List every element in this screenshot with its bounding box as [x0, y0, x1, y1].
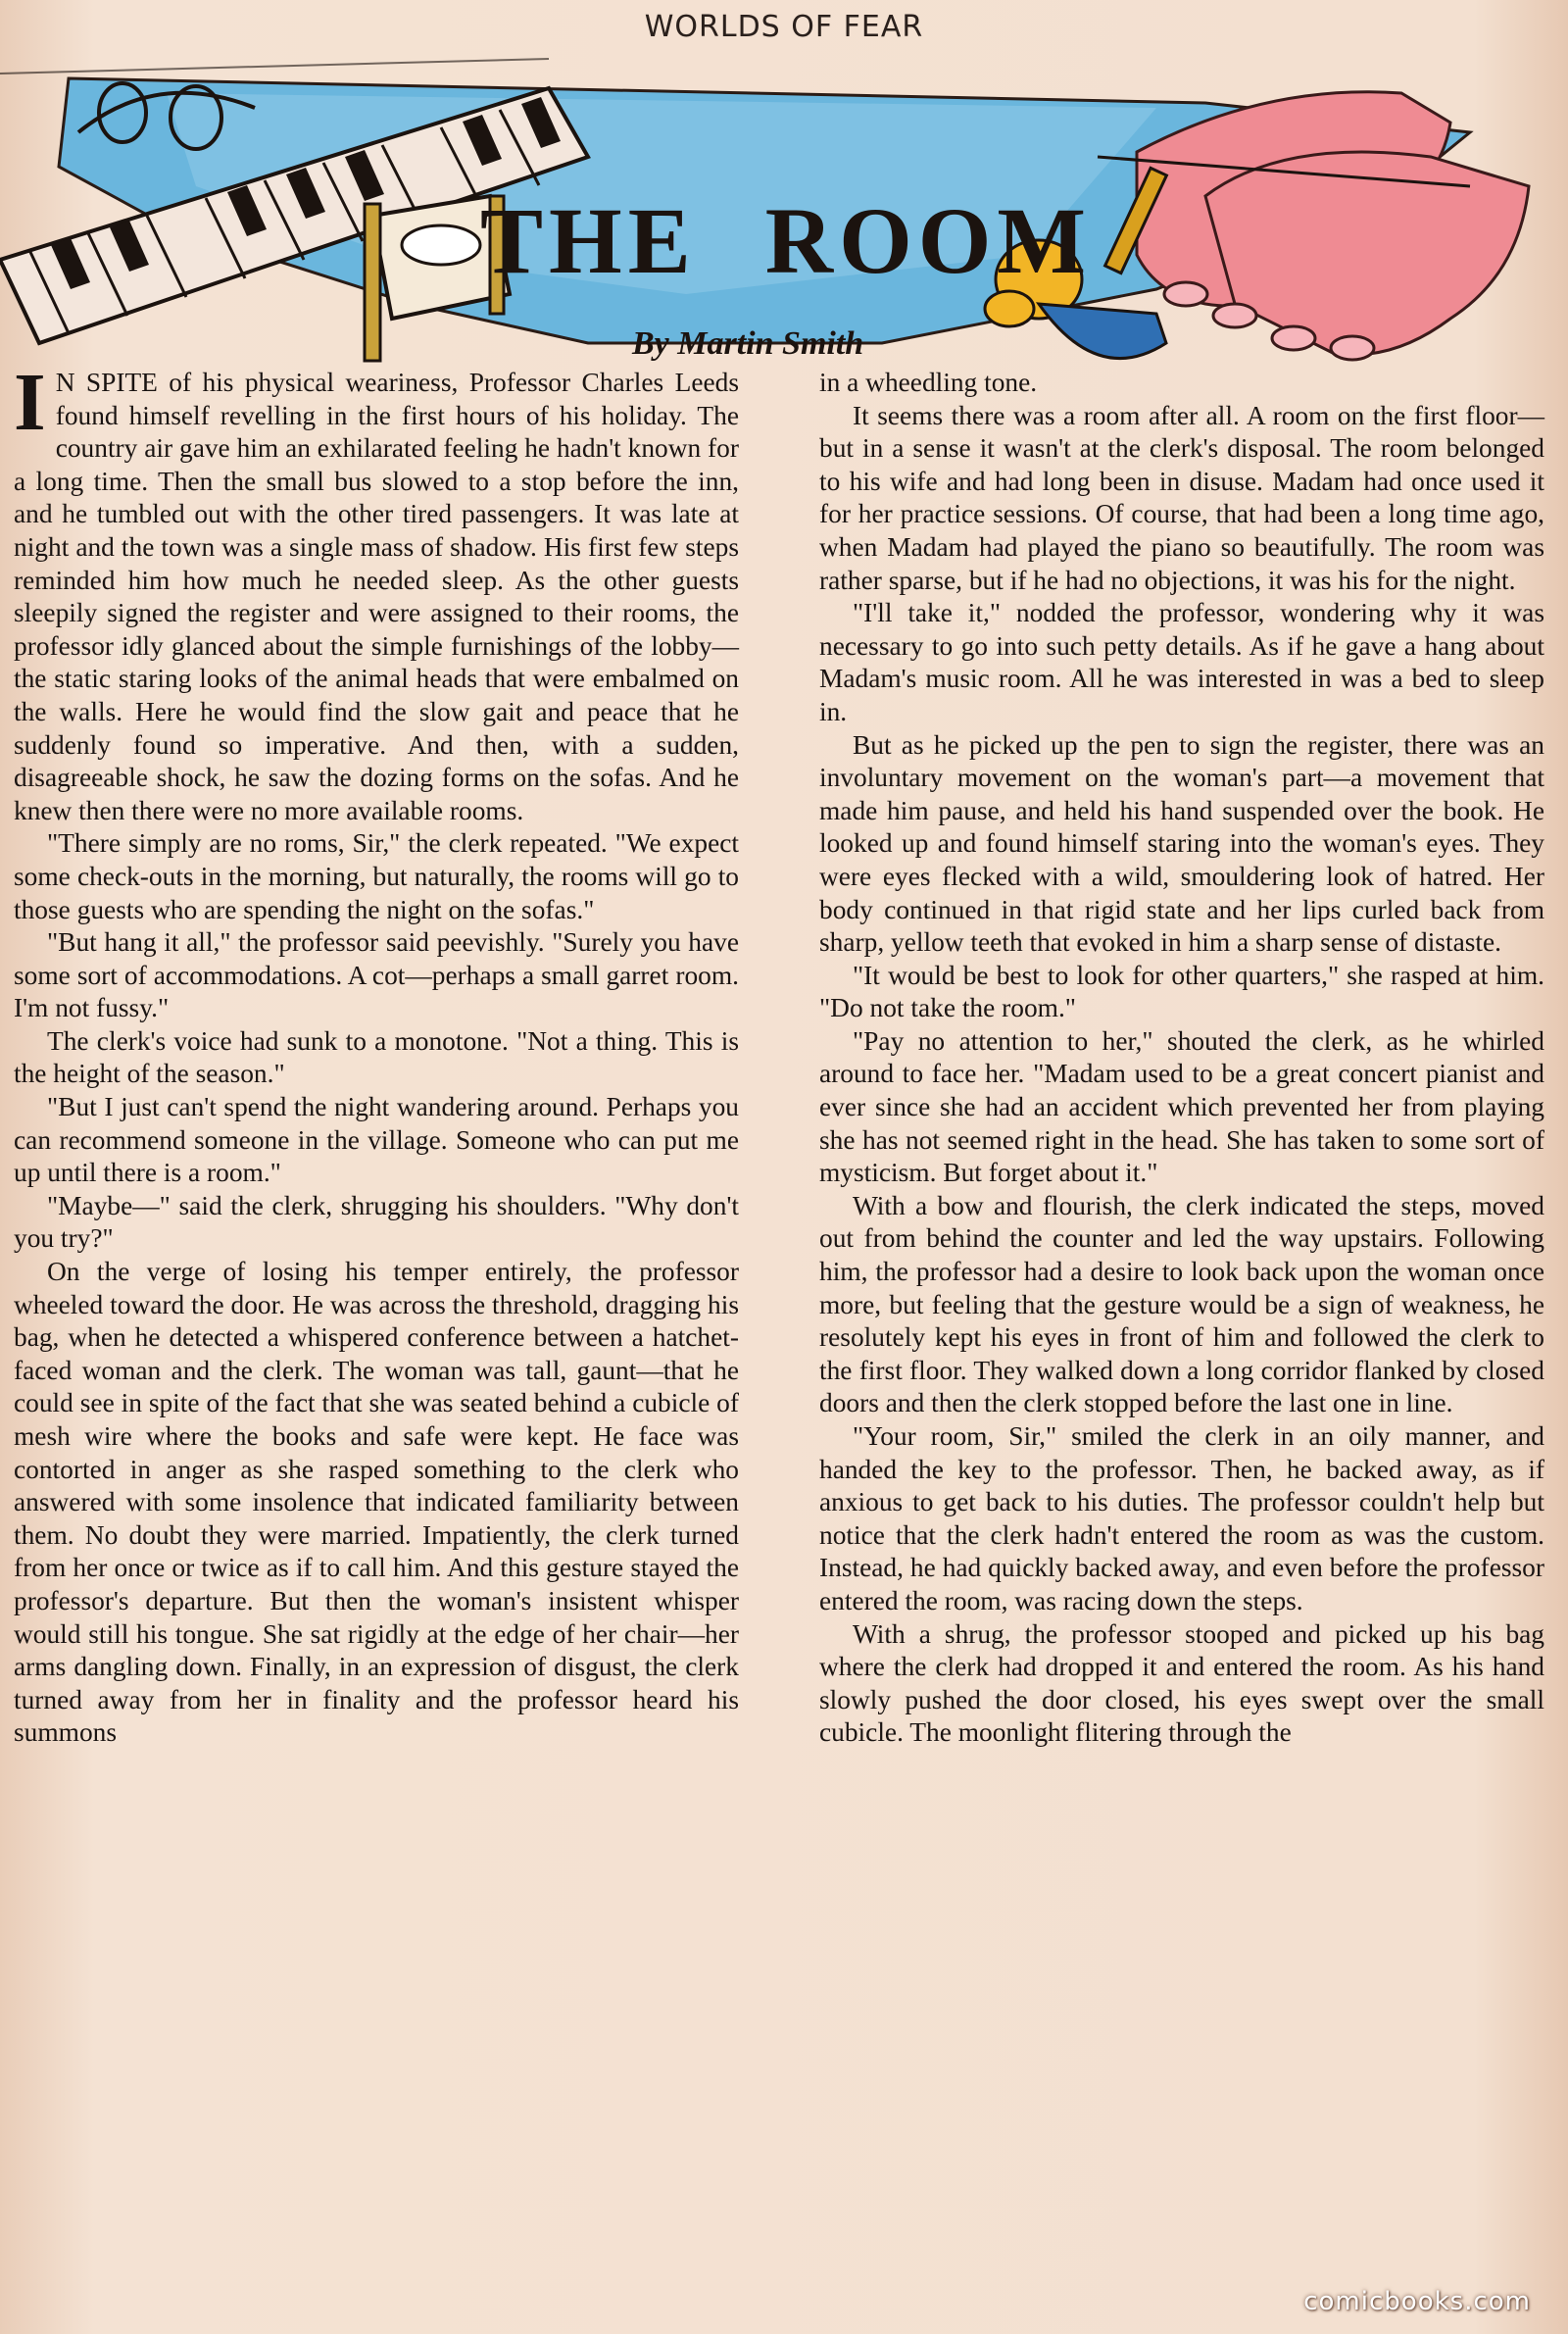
paragraph: "But I just can't spend the night wandering around. Perhaps you can recommend someone in the village. Someone who can put me up until there is a room.": [14, 1092, 739, 1188]
watermark: comicbooks.com: [1303, 2287, 1531, 2316]
paragraph: But as he picked up the pen to sign the register, there was an involuntary movement on the woman's part—a movement that made him pause, and held his hand suspended over the book. He looked up and found himself staring into the woman's eyes. They were eyes flecked with a wild, smouldering look of hatred. Her body continued in that rigid state and her lips curled back from sharp, yellow teeth that evoked in him a sharp sense of distaste.: [819, 729, 1544, 958]
paragraph: "Your room, Sir," smiled the clerk in an oily manner, and handed the key to the professor. Then, he backed away, as if anxious to get back to his duties. The professor couldn't help but notice that the clerk hadn't entered the room as was the custom. Instead, he had quickly backed away, and even before the professor entered the room, was racing down the steps.: [819, 1421, 1544, 1615]
byline: By Martin Smith: [632, 325, 864, 362]
paragraph: With a bow and flourish, the clerk indicated the steps, moved out from behind the counter and led the way upstairs. Following him, the professor had a desire to look back upon the woman once more, but feeling that the gesture would be a sign of weakness, he resolutely kept his eyes in front of him and followed the clerk to the first floor. They walked down a long corridor flanked by closed doors and then the clerk stopped before the last one in line.: [819, 1190, 1544, 1418]
paragraph: The clerk's voice had sunk to a monotone. "Not a thing. This is the height of the season.": [14, 1025, 739, 1089]
title-banner: [0, 49, 1568, 377]
paragraph: "I'll take it," nodded the professor, wondering why it was necessary to go into such petty details. As if he gave a hang about Madam's music room. All he was interested in was a bed to sleep in.: [819, 598, 1544, 726]
paragraph: "But hang it all," the professor said peevishly. "Surely you have some sort of accommodations. A cot—perhaps a small garret room. I'm not fussy.": [14, 927, 739, 1023]
paragraph: "There simply are no roms, Sir," the clerk repeated. "We expect some check-outs in the morning, but naturally, the rooms will go to those guests who are spending the night on the sofas.": [14, 828, 739, 924]
paragraph: It seems there was a room after all. A room on the first floor—but in a sense it wasn't at the clerk's disposal. The room belonged to his wife and had long been in disuse. Madam had once used it for her practice sessions. Of course, that had been a long time ago, when Madam had played the piano so beautifully. The room was rather sparse, but if he had no objections, it was his for the night.: [819, 400, 1544, 595]
story-title: THE ROOM: [480, 188, 1093, 293]
right-column: [819, 367, 1544, 1750]
drop-cap: I: [14, 357, 46, 448]
article-body: [14, 357, 1544, 2303]
paragraph: "Maybe—" said the clerk, shrugging his shoulders. "Why don't you try?": [14, 1190, 739, 1254]
paragraph: in a wheedling tone.: [819, 368, 1038, 397]
paragraph: "It would be best to look for other quarters," she rasped at him. "Do not take the room.": [819, 960, 1544, 1023]
paragraph: On the verge of losing his temper entirely, the professor wheeled toward the door. He was across the threshold, dragging his bag, when he detected a whispered conference between a hatchet-faced woman and the clerk. The woman was tall, gaunt—that he could see in spite of the fact that she was seated behind a cubicle of mesh wire where the books and safe were kept. He face was contorted in anger as she rasped something to the clerk who answered with some insolence that indicated familiarity between them. No doubt they were married. Impatiently, the clerk turned from her once or twice as if to call him. And this gesture stayed the professor's departure. But then the woman's insistent whisper would still his tongue. She sat rigidly at the edge of her chair—her arms dangling down. Finally, in an expression of disgust, the clerk turned away from her in finality and the professor heard his summons: [14, 1257, 739, 1748]
paragraph: I N SPITE of his physical weariness, Professor Charles Leeds found himself revelling in the first hours of his holiday. The country air gave him an exhilarated feeling he hadn't known for a long time. Then the small bus slowed to a stop before the inn, and he tumbled out with the other tired passengers. It was late at night and the town was a single mass of shadow. His first few steps reminded him how much he needed sleep. As the other guests sleepily signed the register and were assigned to their rooms, the professor idly glanced about the simple furnishings of the lobby—the static staring looks of the animal heads that were embalmed on the walls. Here he would find the slow gait and peace that he suddenly found so imperative. And then, with a sudden, disagreeable shock, he saw the dozing forms on the sofas. And he knew then there were no more available rooms.: [14, 357, 739, 825]
paragraph: With a shrug, the professor stooped and picked up his bag where the clerk had dropped it and entered the room. As his hand slowly pushed the door closed, his eyes swept over the small cubicle. The moonlight flitering through the: [819, 1618, 1544, 1748]
running-head: WORLDS OF FEAR: [644, 10, 924, 44]
paragraph: "Pay no attention to her," shouted the clerk, as he whirled around to face her. "Madam used to be a great concert pianist and ever since she had an accident which prevented her from playing she has not seemed right in the head. She has taken to some sort of mysticism. But forget about it.": [819, 1025, 1544, 1188]
left-column: [14, 357, 739, 1750]
